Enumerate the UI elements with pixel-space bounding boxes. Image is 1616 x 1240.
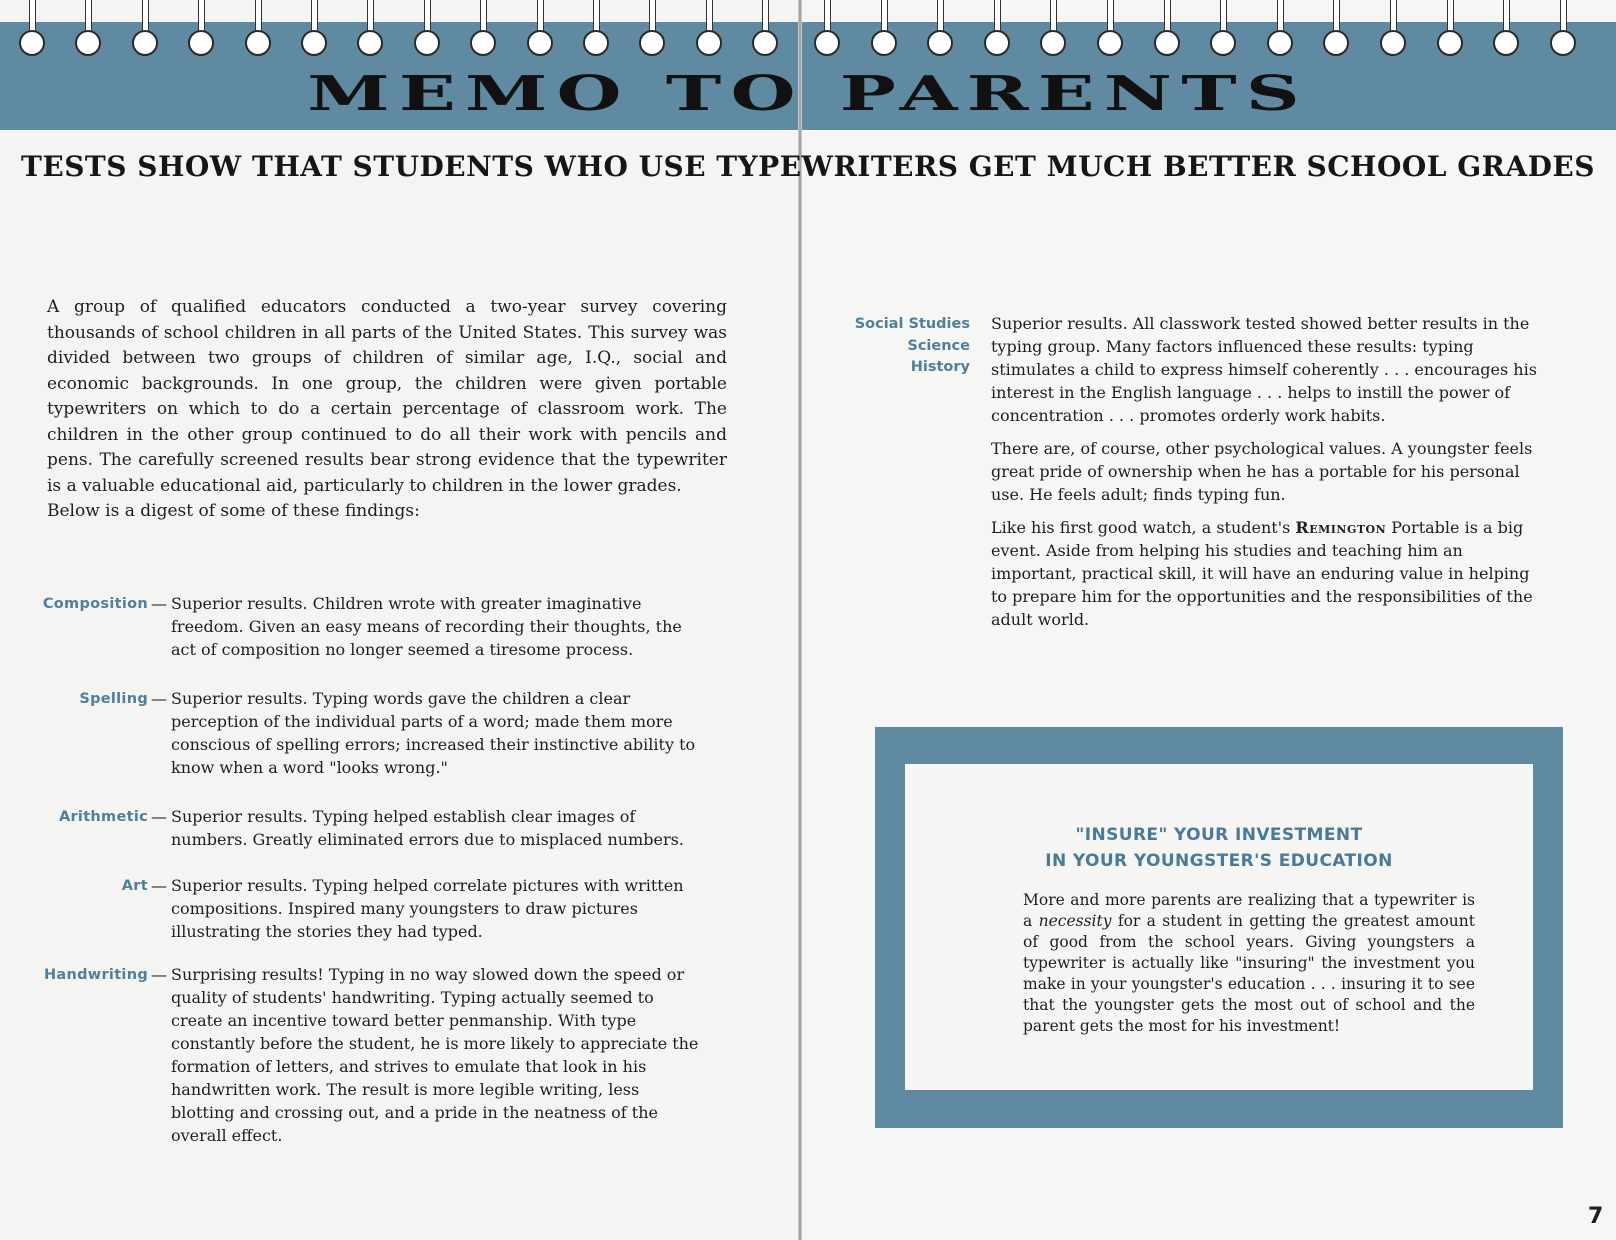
binding-ring (1493, 0, 1519, 56)
page-number: 7 (1588, 1204, 1604, 1229)
binding-ring (188, 0, 214, 56)
callout-box (875, 727, 1563, 1128)
binding-ring (1550, 0, 1576, 56)
masthead-title: MEMO TO PARENTS (307, 66, 1309, 122)
binding-ring (19, 0, 45, 56)
binding-ring (927, 0, 953, 56)
callout-body: More and more parents are realizing that a typewriter is a necessity for a student in getting the greatest amount of good from the school years. Giving youngsters a typewriter is actually like "insuring" the investment you make in your youngster's education . . . insuring it to see that the youngster gets the most out of school and the parent gets the most for his investment! (1023, 891, 1475, 1035)
binding-ring (1267, 0, 1293, 56)
brand-name: Remington (1295, 518, 1387, 537)
right-column-text (991, 312, 1544, 641)
emphasis-necessity: necessity (1038, 912, 1112, 930)
finding-label: Spelling (79, 691, 148, 707)
spiral-binding (0, 0, 1616, 62)
binding-ring (752, 0, 778, 56)
remington-paragraph: Like his first good watch, a student's Remington Portable is a big event. Aside from helping his studies and teaching him an important, practical skill, it will have an enduring value in helping to prepare him for the opportunities and the responsibilities of the adult world. (991, 518, 1533, 629)
binding-ring (1323, 0, 1349, 56)
binding-ring (75, 0, 101, 56)
psychological-values-paragraph: There are, of course, other psychological values. A youngster feels great pride of ownership when he has a portable for his personal use. He feels adult; finds typing fun. (991, 439, 1533, 504)
subject-label: History (910, 359, 970, 375)
binding-ring (357, 0, 383, 56)
finding-dash: — (151, 689, 167, 708)
binding-ring (639, 0, 665, 56)
finding-text: Superior results. Typing helped establish clear images of numbers. Greatly eliminated errors due to misplaced numbers. (171, 807, 684, 849)
binding-ring (1437, 0, 1463, 56)
finding-label: Handwriting (43, 967, 148, 983)
binding-ring (1040, 0, 1066, 56)
callout-title: "INSURE" YOUR INVESTMENT IN YOUR YOUNGSTER'S EDUCATION (1045, 825, 1393, 871)
binding-ring (871, 0, 897, 56)
finding-label: Arithmetic (58, 809, 148, 825)
binding-ring (1380, 0, 1406, 56)
binding-ring (1097, 0, 1123, 56)
subject-label: Science (907, 337, 970, 354)
binding-ring (814, 0, 840, 56)
callout-inner (905, 764, 1533, 1090)
subjects-paragraph: Superior results. All classwork tested showed better results in the typing group. Many factors influenced these results: typing stimulates a child to express himself coherently . . . encourages his interest in the English language . . . helps to instill the power of concentration . . . promotes orderly work habits. (991, 314, 1537, 425)
binding-ring (245, 0, 271, 56)
binding-ring (984, 0, 1010, 56)
binding-ring (301, 0, 327, 56)
finding-dash: — (151, 965, 167, 984)
binding-ring (470, 0, 496, 56)
digest-line: Below is a digest of some of these findings: (47, 501, 420, 521)
finding-dash: — (151, 807, 167, 826)
subject-label: Social Studies (854, 316, 970, 332)
binding-ring (527, 0, 553, 56)
headline: TESTS SHOW THAT STUDENTS WHO USE TYPEWRITERS GET MUCH BETTER SCHOOL GRADES (21, 150, 1595, 183)
finding-text: Surprising results! Typing in no way slowed down the speed or quality of students' handwriting. Typing actually seemed to create an incentive toward better penmanship. With type constantly before the student, he is more likely to appreciate the formation of letters, and strives to emulate that look in his handwritten work. The result is more legible writing, less blotting and crossing out, and a pride in the neatness of the overall effect. (171, 965, 699, 1145)
page-gutter (798, 0, 802, 1240)
finding-label: Art (121, 878, 148, 894)
finding-text: Superior results. Typing words gave the children a clear perception of the individual parts of a word; made them more conscious of spelling errors; increased their instinctive ability to know when a word "looks wrong." (171, 689, 696, 777)
binding-ring (696, 0, 722, 56)
binding-ring (1210, 0, 1236, 56)
finding-label: Composition (42, 596, 148, 612)
finding-dash: — (151, 876, 167, 895)
intro-section (47, 295, 727, 525)
finding-dash: — (151, 594, 167, 613)
binding-ring (1154, 0, 1180, 56)
finding-text: Superior results. Typing helped correlate pictures with written compositions. Inspired many youngsters to draw pictures illustrating the stories they had typed. (171, 876, 684, 941)
intro-paragraph: A group of qualified educators conducted a two-year survey covering thousands of school children in all parts of the United States. This survey was divided between two groups of children of similar age, I.Q., social and economic backgrounds. In one group, the children were given portable typewriters on which to do a certain percentage of classroom work. The children in the other group continued to do all their work with pencils and pens. The carefully screened results bear strong evidence that the typewriter is a valuable educational aid, particularly to children in the lower grades. (47, 297, 727, 496)
subject-labels (820, 314, 970, 379)
binding-ring (583, 0, 609, 56)
finding-text: Superior results. Children wrote with greater imaginative freedom. Given an easy means of recording their thoughts, the act of composition no longer seemed a tiresome process. (171, 594, 682, 659)
binding-ring (414, 0, 440, 56)
binding-ring (132, 0, 158, 56)
